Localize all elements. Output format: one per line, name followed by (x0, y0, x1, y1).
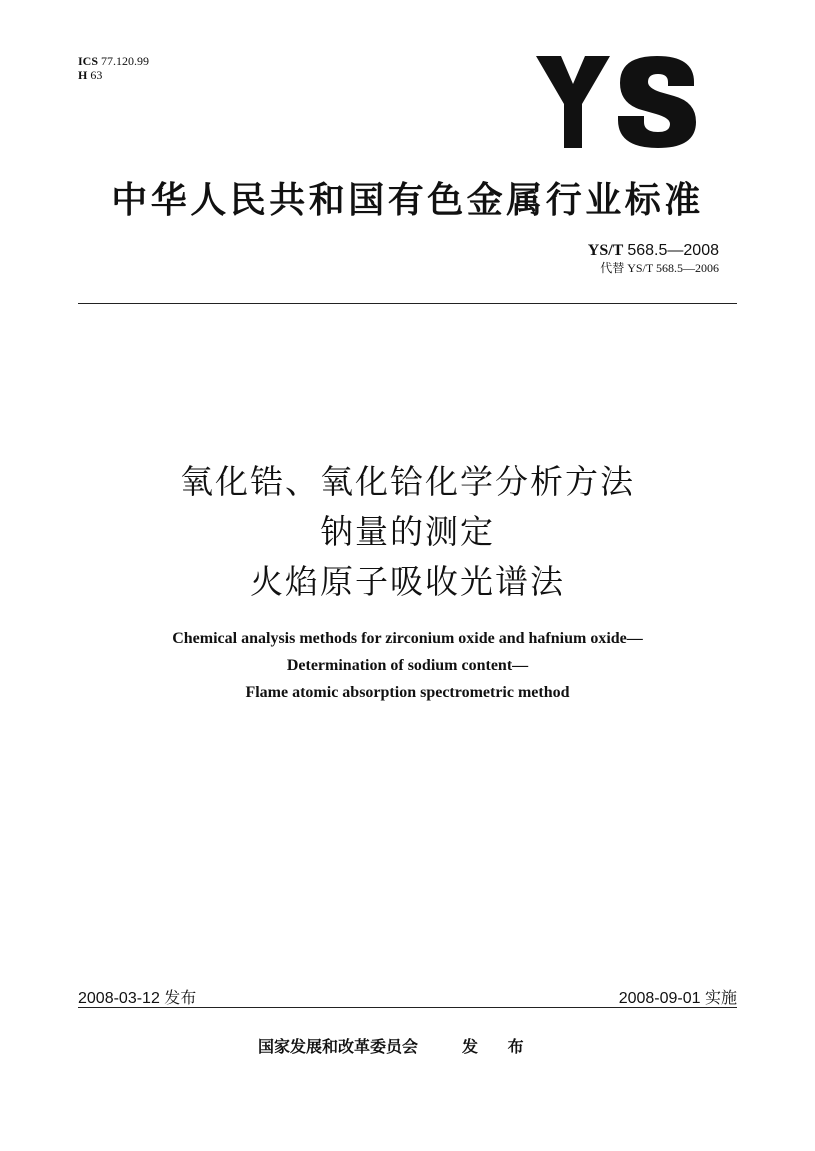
replaces-note: 代替 YS/T 568.5—2006 (600, 261, 719, 275)
publisher-name: 国家发展和改革委员会 (258, 1037, 419, 1056)
ys-logo (536, 56, 696, 148)
ics-code: ICS 77.120.99 (78, 54, 150, 68)
footer-divider (78, 1007, 737, 1008)
publisher-action: 发 布 (462, 1037, 536, 1056)
title-cn-line-1: 氧化锆、氧化铪化学分析方法 (180, 462, 635, 501)
implementation-date: 2008-09-01 实施 (618, 990, 737, 1007)
title-en-line-2: Determination of sodium content— (286, 657, 529, 674)
publisher (258, 1034, 536, 1057)
ccs-code: H 63 (78, 68, 103, 82)
organization-title: 中华人民共和国有色金属行业标准 (111, 180, 704, 221)
header-divider (78, 303, 737, 304)
standard-number: YS/T 568.5—2008 代替 YS/T 568.5—2006 (587, 242, 719, 275)
title-en-line-1: Chemical analysis methods for zirconium oxide and hafnium oxide— (172, 630, 643, 647)
title-en-line-3: Flame atomic absorption spectrometric method (245, 684, 570, 701)
issue-date: 2008-03-12 发布 (78, 990, 197, 1007)
title-cn-line-2: 钠量的测定 (320, 512, 495, 551)
title-cn-line-3: 火焰原子吸收光谱法 (250, 562, 565, 601)
